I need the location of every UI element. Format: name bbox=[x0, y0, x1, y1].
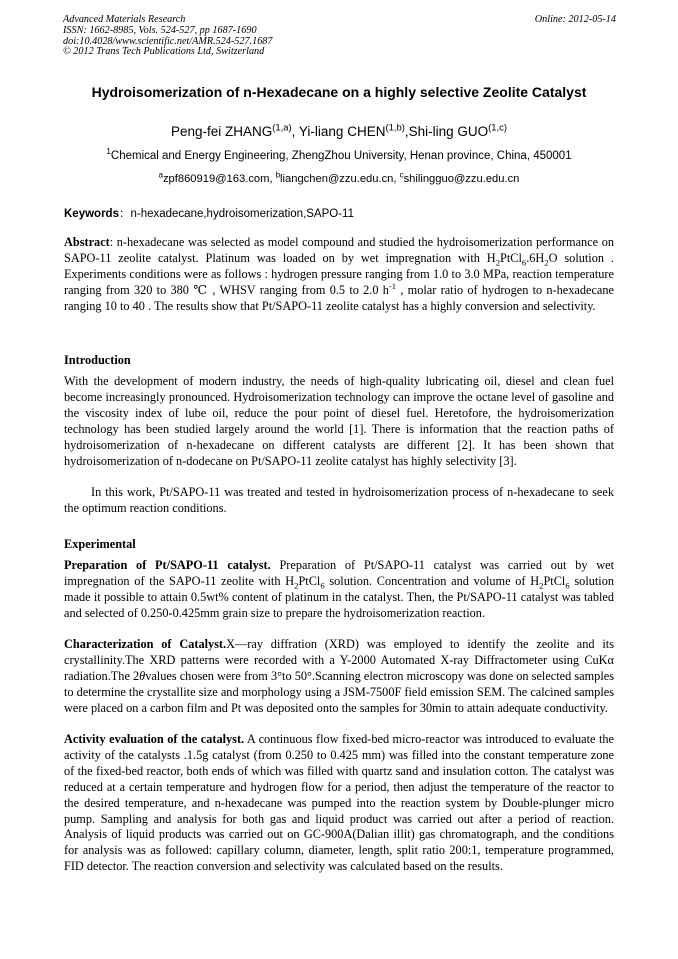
author-emails: $^a$zpf860919@163.com, $^b$liangchen@zzu.edu.cn, $^c$shilingguo@zzu.edu.cn bbox=[158, 170, 520, 185]
subsection-label: Preparation of Pt/SAPO-11 catalyst. bbox=[64, 558, 271, 572]
keywords-text: n-hexadecane,hydroisomerization,SAPO-11 bbox=[130, 208, 354, 220]
body-text: Preparation of Pt/SAPO-11 catalyst was carried out by wet impregnation of the SAPO-11 zeolite with H bbox=[64, 558, 614, 588]
author-name: Yi-liang CHEN bbox=[298, 124, 386, 139]
affil-text: Chemical and Energy Engineering, ZhengZhou University, Henan province, China, 450001 bbox=[110, 150, 572, 162]
body-text: solution made it possible to attain 0.5wt% content of platinum in the catalyst. Then, the Pt/SAPO-11 catalyst was tabled and selected of 0.250-0.425mm grain size to prepare the hydroisomerization reaction. bbox=[64, 573, 615, 620]
abstract-text: PtCl bbox=[500, 250, 522, 265]
section-heading-introduction: Introduction bbox=[64, 353, 131, 367]
abstract-text: O solution . Experiments conditions were as follows : hydrogen pressure ranging from 1.0 to 3.0 MPa, reaction temperature ranging from 320 to 380 ℃ , WHSV ranging from 0.5 to 2.0 h bbox=[64, 250, 614, 297]
experimental-characterization bbox=[64, 637, 614, 717]
subscript: 2 bbox=[544, 257, 549, 268]
paper-title: Hydroisomerization of n-Hexadecane on a highly selective Zeolite Catalyst bbox=[91, 84, 587, 100]
superscript: -1 bbox=[388, 280, 397, 291]
theta-symbol: θ bbox=[139, 668, 146, 683]
body-text: PtCl bbox=[298, 573, 321, 588]
affiliation bbox=[64, 149, 614, 163]
introduction-paragraph: With the development of modern industry, the needs of high-quality lubricating oil, diesel and clean fuel become increasingly pronounced. Hydroisomerization technology can improve the octane level of gasoline and the viscosity index of lube oil, reduce the pour point of diesel fuel. Heretofore, the hydroisomerization technology has been studied largely around the world [1]. There is information that the reaction paths of hydroisomerization of n-hexadecane on different catalysts are different [2]. It has been shown that hydroisomerization of n-dodecane on Pt/SAPO-11 zeolite catalyst has highly selectivity [3]. bbox=[64, 374, 614, 468]
email-marker: a bbox=[158, 170, 163, 180]
email-link[interactable]: shilingguo@zzu.edu.cn bbox=[403, 173, 520, 185]
introduction-paragraph: In this work, Pt/SAPO-11 was treated and tested in hydroisomerization process of n-hexadecane to seek the optimum reaction conditions. bbox=[64, 485, 614, 515]
author-affil-marker: (1,c) bbox=[488, 122, 508, 134]
subsection-label: Activity evaluation of the catalyst. bbox=[64, 732, 245, 746]
email-link[interactable]: zpf860919@163.com bbox=[162, 173, 270, 185]
subscript: 6 bbox=[320, 580, 325, 591]
email-marker: c bbox=[399, 170, 404, 180]
section-heading-experimental: Experimental bbox=[64, 537, 136, 551]
email-marker: b bbox=[275, 170, 281, 180]
author-list: Peng-fei ZHANG$^{(1,a)}$, Yi-liang CHEN$^{(1,b)}$,Shi-ling GUO$^{(1,c)}$ bbox=[170, 122, 508, 139]
doi-line: doi:10.4028/www.scientific.net/AMR.524-527.1687 bbox=[63, 35, 273, 47]
keywords-label: Keywords bbox=[64, 208, 119, 220]
body-text: A continuous flow fixed-bed micro-reactor was introduced to evaluate the activity of the catalysts .1.5g catalyst (from 0.250 to 0.425 mm) was filled into the constant temperature zone of the fixed-bed reactor, both ends of which was filled with quartz sand and insulation cotton. The catalyst was reduced at a certain temperature and hydrogen flow for a period, then adjust the temperature of the reactor to the desired temperature, and n-hexadecane was pumped into the reaction system by Double-plunger micro pump. Sampling and analysis for both gas and liquid product was carried out after a period of reaction. Analysis of liquid products was carried out on GC-900A(Dalian illit) gas chromatograph, and the conditions for analysis was as followed: capillary column, diameter, length, split ratio 200:1, temperature programmed, FID detector. The reaction conversion and selectivity was calculated based on the results. bbox=[64, 732, 614, 874]
body-text: PtCl bbox=[543, 573, 566, 588]
abstract-text: , molar ratio of hydrogen to n-hexadecane ranging 10 to 40 . The results show that Pt/SAPO-11 zeolite catalyst has a highly conversion and selectivity. bbox=[64, 282, 614, 313]
keywords bbox=[64, 207, 614, 221]
author-affil-marker: (1,a) bbox=[272, 122, 292, 134]
body-text: values chosen were from 3°to 50°.Scanning electron microscopy was done on selected samples to determine the crystallite size and morphology using a JSM-7500F field emission SEM. The calcined samples were placed on a carbon film and Pt was deposited onto the samples for 30min to attain adequate conductivity. bbox=[64, 668, 614, 715]
abstract-text: .6H bbox=[526, 250, 545, 265]
abstract bbox=[64, 235, 614, 315]
copyright-line: © 2012 Trans Tech Publications Ltd, Switzerland bbox=[63, 46, 265, 58]
running-header bbox=[63, 15, 616, 58]
issn-line: ISSN: 1662-8985, Vols. 524-527, pp 1687-1690 bbox=[63, 24, 257, 36]
author-name: Peng-fei ZHANG bbox=[170, 124, 273, 139]
subscript: 2 bbox=[294, 580, 299, 591]
subscript: 6 bbox=[565, 580, 570, 591]
body-text: solution. Concentration and volume of H bbox=[324, 573, 540, 588]
subscript: 2 bbox=[495, 257, 500, 268]
journal-name: Advanced Materials Research bbox=[63, 14, 186, 25]
experimental-preparation bbox=[64, 558, 614, 622]
keywords-separator: ： bbox=[118, 208, 131, 220]
subsection-label: Characterization of Catalyst. bbox=[64, 637, 227, 651]
online-date: Online: 2012-05-14 bbox=[534, 14, 616, 25]
abstract-label: Abstract bbox=[64, 235, 110, 249]
abstract-text: : n-hexadecane was selected as model compound and studied the hydroisomerization performance on SAPO-11 zeolite catalyst. Platinum was loaded on by wet impregnation with H bbox=[64, 235, 614, 265]
author-name: Shi-ling GUO bbox=[408, 124, 489, 139]
author-affil-marker: (1,b) bbox=[385, 122, 405, 134]
body-text: X—ray diffration (XRD) was employed to identify the zeolite and its crystallinity.The XRD patterns were recorded with a Y-2000 Automated X-ray Diffractometer using CuKα radiation.The 2 bbox=[64, 637, 614, 683]
subscript: 2 bbox=[539, 580, 544, 591]
subscript: 6 bbox=[521, 257, 527, 268]
email-link[interactable]: liangchen@zzu.edu.cn bbox=[280, 173, 394, 185]
affil-marker: 1 bbox=[106, 147, 111, 157]
experimental-activity bbox=[64, 732, 614, 875]
